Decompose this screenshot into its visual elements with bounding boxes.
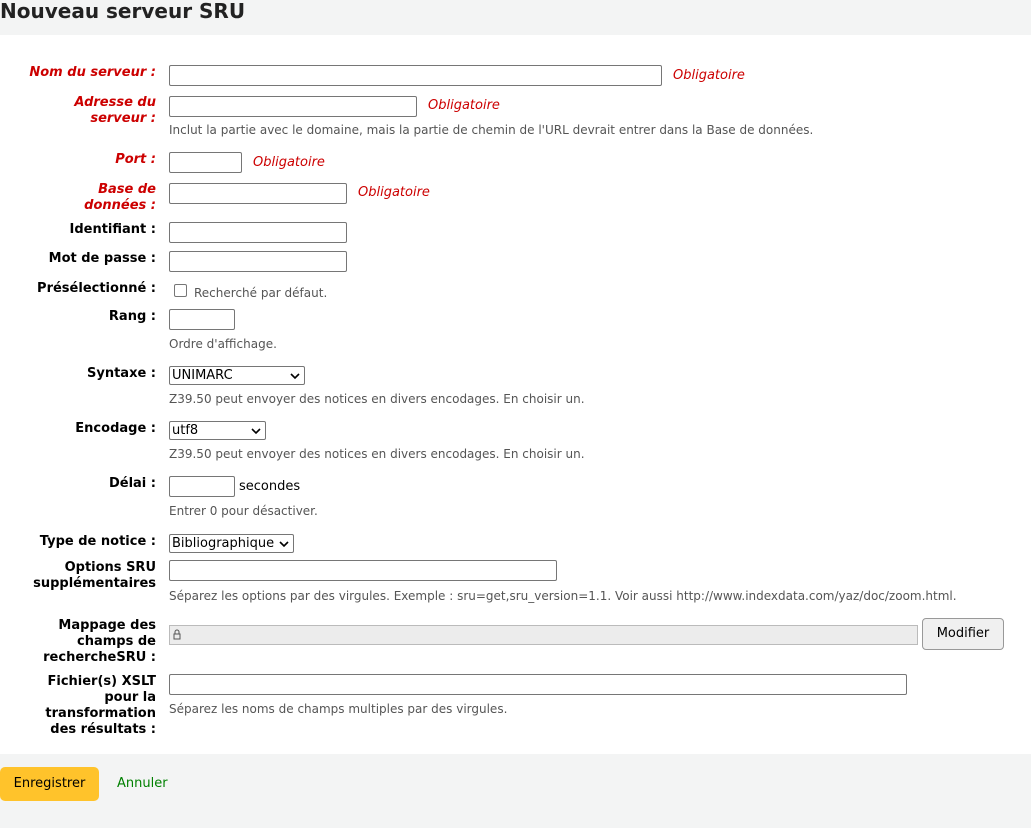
sru-fields-input: [169, 625, 918, 645]
save-button[interactable]: Enregistrer: [0, 767, 99, 801]
timeout-hint: Entrer 0 pour désactiver.: [169, 504, 318, 518]
xslt-label-line-4: des résultats :: [50, 722, 156, 737]
chevron-down-icon: [290, 372, 300, 380]
chevron-down-icon: [251, 427, 261, 435]
xslt-label-line-3: transformation: [45, 706, 156, 721]
sru-options-hint: Séparez les options par des virgules. Exemple : sru=get,sru_version=1.1. Voir aussi http://www.indexdata.com/yaz/doc/zoom.html.: [169, 589, 957, 603]
recordtype-selected: Bibliographique: [172, 536, 275, 551]
checked-checkbox-label: Recherché par défaut.: [194, 286, 328, 300]
password-label: Mot de passe :: [48, 251, 156, 266]
host-hint: Inclut la partie avec le domaine, mais la partie de chemin de l'URL devrait entrer dans la Base de données.: [169, 123, 814, 137]
rank-input[interactable]: [169, 309, 235, 330]
db-label: [0, 182, 156, 214]
db-required: Obligatoire: [358, 185, 430, 200]
timeout-unit: secondes: [239, 479, 301, 494]
rank-hint: Ordre d'affichage.: [169, 337, 277, 351]
servername-label: Nom du serveur :: [29, 65, 156, 80]
userid-input[interactable]: [169, 222, 347, 243]
db-label-text: Base de données :: [84, 182, 156, 213]
cancel-link[interactable]: Annuler: [117, 776, 168, 791]
host-input[interactable]: [169, 96, 417, 117]
chevron-down-icon: [279, 540, 289, 548]
xslt-label: [0, 674, 156, 738]
lock-icon: [173, 629, 181, 640]
sru-options-input[interactable]: [169, 560, 557, 581]
modify-button[interactable]: Modifier: [922, 618, 1004, 650]
servername-required: Obligatoire: [673, 68, 745, 83]
syntax-selected: UNIMARC: [172, 368, 233, 383]
sru-options-label: [0, 560, 156, 592]
password-input[interactable]: [169, 251, 347, 272]
sru-fields-label-line-3: rechercheSRU :: [43, 650, 156, 665]
rank-label: Rang :: [108, 309, 156, 324]
port-required: Obligatoire: [253, 155, 325, 170]
syntax-hint: Z39.50 peut envoyer des notices en divers encodages. En choisir un.: [169, 392, 585, 406]
syntax-select[interactable]: [169, 366, 305, 385]
host-required: Obligatoire: [428, 98, 500, 113]
timeout-label: Délai :: [108, 476, 156, 491]
xslt-hint: Séparez les noms de champs multiples par des virgules.: [169, 702, 508, 716]
encoding-label: Encodage :: [75, 421, 156, 436]
recordtype-select[interactable]: [169, 534, 294, 553]
checked-checkbox[interactable]: [174, 284, 187, 297]
host-label: [0, 95, 156, 127]
syntax-label: Syntaxe :: [86, 366, 156, 381]
encoding-selected: utf8: [172, 423, 199, 438]
xslt-input[interactable]: [169, 674, 907, 695]
sru-options-label-text: Options SRU supplémentaires: [33, 560, 156, 591]
db-input[interactable]: [169, 183, 347, 204]
timeout-input[interactable]: [169, 476, 235, 497]
encoding-hint: Z39.50 peut envoyer des notices en divers encodages. En choisir un.: [169, 447, 585, 461]
sru-fields-label: [0, 618, 156, 666]
sru-fields-label-line-2: champs de: [77, 634, 156, 649]
userid-label: Identifiant :: [69, 222, 156, 237]
page-title: Nouveau serveur SRU: [0, 0, 246, 23]
encoding-select[interactable]: [169, 421, 266, 440]
recordtype-label: Type de notice :: [39, 534, 156, 549]
xslt-label-line-2: pour la: [104, 690, 156, 705]
xslt-label-line-1: Fichier(s) XSLT: [47, 674, 156, 689]
servername-input[interactable]: [169, 65, 662, 86]
sru-fields-label-line-1: Mappage des: [58, 618, 156, 633]
checked-label: Présélectionné :: [37, 281, 156, 296]
host-label-text: Adresse du serveur :: [74, 95, 156, 126]
port-input[interactable]: [169, 152, 242, 173]
port-label: Port :: [115, 152, 156, 167]
